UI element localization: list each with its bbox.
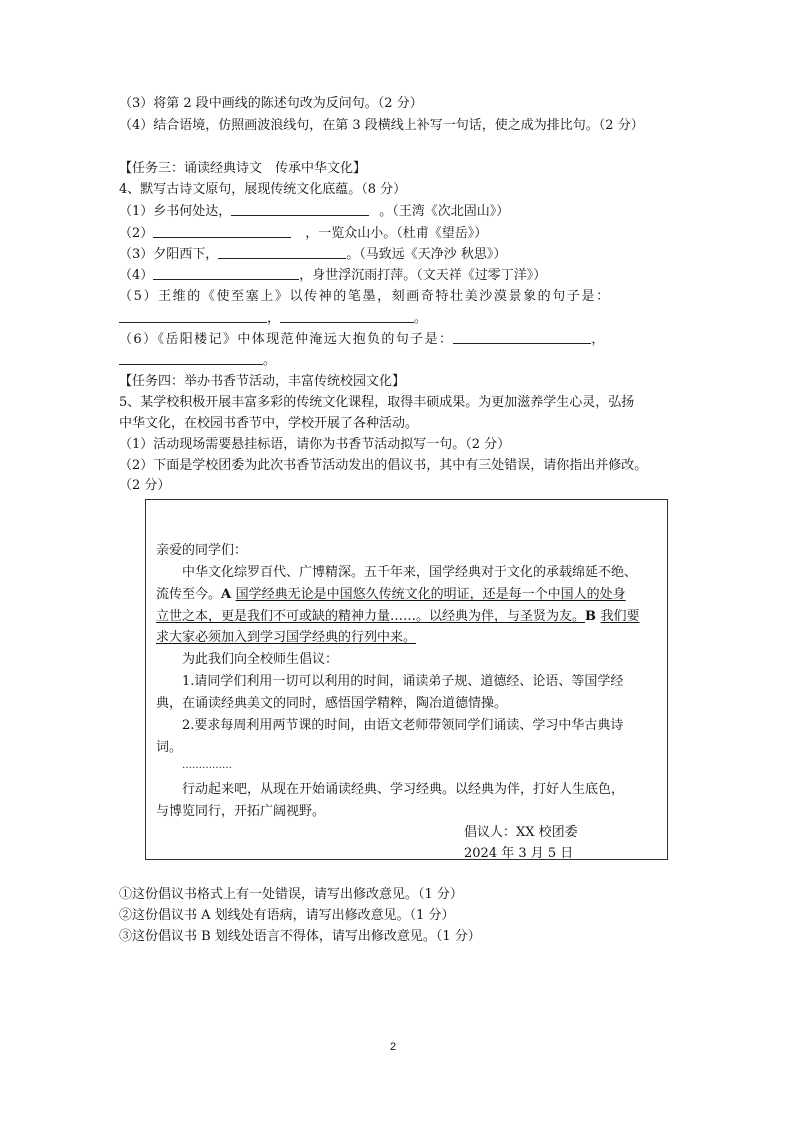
letter-paragraph-3: 1.请同学们利用一切可以利用的时间，诵读弟子规、道德经、论语、等国学经: [182, 674, 624, 689]
question-2-3: （3）将第 2 段中画线的陈述句改为反问句。（2 分）: [119, 96, 423, 111]
question-5-1: （1）活动现场需要悬挂标语，请你为书香节活动拟写一句。（2 分）: [119, 437, 511, 452]
recite-item-1: [119, 203, 509, 220]
question-5-2-score: （2 分）: [119, 478, 171, 493]
subquestion-1: ①这份倡议书格式上有一处错误，请写出修改意见。（1 分）: [119, 887, 463, 902]
answer-blank[interactable]: [218, 246, 346, 259]
task3-heading: 【任务三：诵读经典诗文 传承中华文化】: [119, 161, 367, 176]
proposal-letter-box: [145, 499, 668, 860]
subquestion-2: ②这份倡议书 A 划线处有语病，请写出修改意见。（1 分）: [119, 908, 455, 923]
recite-item-5-end: 。: [414, 311, 428, 326]
answer-blank[interactable]: [280, 310, 414, 323]
recite-item-6-blank-line: [119, 352, 276, 369]
recite-item-6-end: 。: [263, 353, 277, 368]
recite-item-2: [119, 225, 487, 242]
question-5-intro-1: 5、某学校积极开展丰富多彩的传统文化课程，取得丰硕成果。为更加滋养学生心灵，弘扬: [119, 395, 635, 410]
recite-item-4: [119, 267, 546, 284]
page-number: 2: [390, 1041, 397, 1053]
question-5-intro-2: 中华文化，在校园书香节中，学校开展了各种活动。: [119, 416, 419, 431]
letter-text: 更是我们不可或缺的精神力量……。以经典为伴，与圣贤为友。: [221, 609, 586, 624]
answer-blank[interactable]: [153, 225, 291, 238]
underlined-sentence-a: 国学经典无论是中国悠久传统文化的明证，还是每一个中国人的处身: [235, 587, 626, 602]
question-2-4: （4）结合语境，仿照画波浪线句，在第 3 段横线上补写一句话，使之成为排比句。（2 分）: [119, 118, 644, 133]
question-5-2: （2）下面是学校团委为此次书香节活动发出的倡议书，其中有三处错误，请你指出并修改。: [119, 458, 648, 473]
recite-item-1-lead: （1）乡书何处达，: [119, 204, 232, 219]
letter-paragraph-4-cont: 词。: [156, 740, 183, 755]
letter-paragraph-1-cont2: [156, 609, 640, 625]
recite-item-4-tail: ，身世浮沉雨打萍。（文天祥《过零丁洋》）: [299, 268, 547, 283]
task4-heading: 【任务四：举办书香节活动，丰富传统校园文化】: [119, 374, 406, 389]
underlined-sentence-b-cont: [156, 630, 416, 646]
letter-salutation: 亲爱的同学们：: [156, 543, 248, 558]
underlined-sentence-b: 我们要: [600, 609, 640, 624]
question-4-title: 4、默写古诗文原句，展现传统文化底蕴。（8 分）: [119, 182, 407, 197]
letter-date: 2024 年 3 月 5 日: [464, 846, 574, 861]
recite-item-5-sep: ，: [267, 311, 281, 326]
recite-item-2-tail: ，一览众山小。（杜甫《望岳》）: [305, 226, 488, 241]
letter-paragraph-5: 行动起来吧，从现在开始诵读经典、学习经典。以经典为伴，打好人生底色，: [182, 782, 625, 797]
subquestion-3: ③这份倡议书 B 划线处语言不得体，请写出修改意见。（1 分）: [119, 929, 481, 944]
answer-blank[interactable]: [231, 203, 369, 216]
letter-paragraph-1-cont: [156, 587, 626, 603]
letter-paragraph-1: 中华文化综罗百代、广博精深。五千年来，国学经典对于文化的承载绵延不绝、: [182, 565, 638, 580]
recite-item-5-blanks: [119, 310, 427, 327]
answer-blank[interactable]: [119, 352, 263, 365]
letter-paragraph-3-cont: 典，在诵读经典美文的同时，感悟国学精粹，陶冶道德情操。: [156, 696, 508, 711]
answer-blank[interactable]: [119, 310, 267, 323]
recite-item-6-sep: ，: [591, 332, 606, 347]
answer-blank[interactable]: [153, 267, 299, 280]
recite-item-2-lead: （2）: [119, 226, 154, 241]
recite-item-4-lead: （4）: [119, 268, 154, 283]
underlined-sentence-b-text: 求大家必须加入到学习国学经典的行列中来。: [156, 630, 417, 645]
letter-paragraph-4: 2.要求每周利用两节课的时间，由语文老师带领同学们诵读、学习中华古典诗: [182, 718, 624, 733]
recite-item-1-tail: 。（王湾《次北固山》）: [379, 204, 510, 219]
letter-text: 流传至今。: [156, 587, 222, 602]
recite-item-3: [119, 246, 506, 263]
letter-signer: 倡议人：XX 校团委: [464, 825, 578, 840]
mark-a: A: [221, 587, 236, 602]
letter-paragraph-5-cont: 与博览同行，开拓广阔视野。: [156, 804, 326, 819]
recite-item-3-tail: 。（马致远《天净沙 秋思》）: [346, 247, 507, 262]
mark-b: B: [585, 609, 601, 624]
recite-item-6-text: （6）《岳阳楼记》中体现范仲淹远大抱负的句子是：: [119, 332, 454, 347]
answer-blank[interactable]: [453, 331, 591, 344]
recite-item-6: [119, 331, 606, 348]
letter-ellipsis: ……………: [182, 760, 232, 771]
recite-item-3-lead: （3）夕阳西下，: [119, 247, 219, 262]
letter-paragraph-2: 为此我们向全校师生倡议：: [182, 652, 339, 667]
underlined-sentence-a-cont: 立世之本，: [156, 609, 222, 624]
recite-item-5: （5）王维的《使至塞上》以传神的笔墨，刻画奇特壮美沙漠景象的句子是：: [119, 289, 611, 304]
